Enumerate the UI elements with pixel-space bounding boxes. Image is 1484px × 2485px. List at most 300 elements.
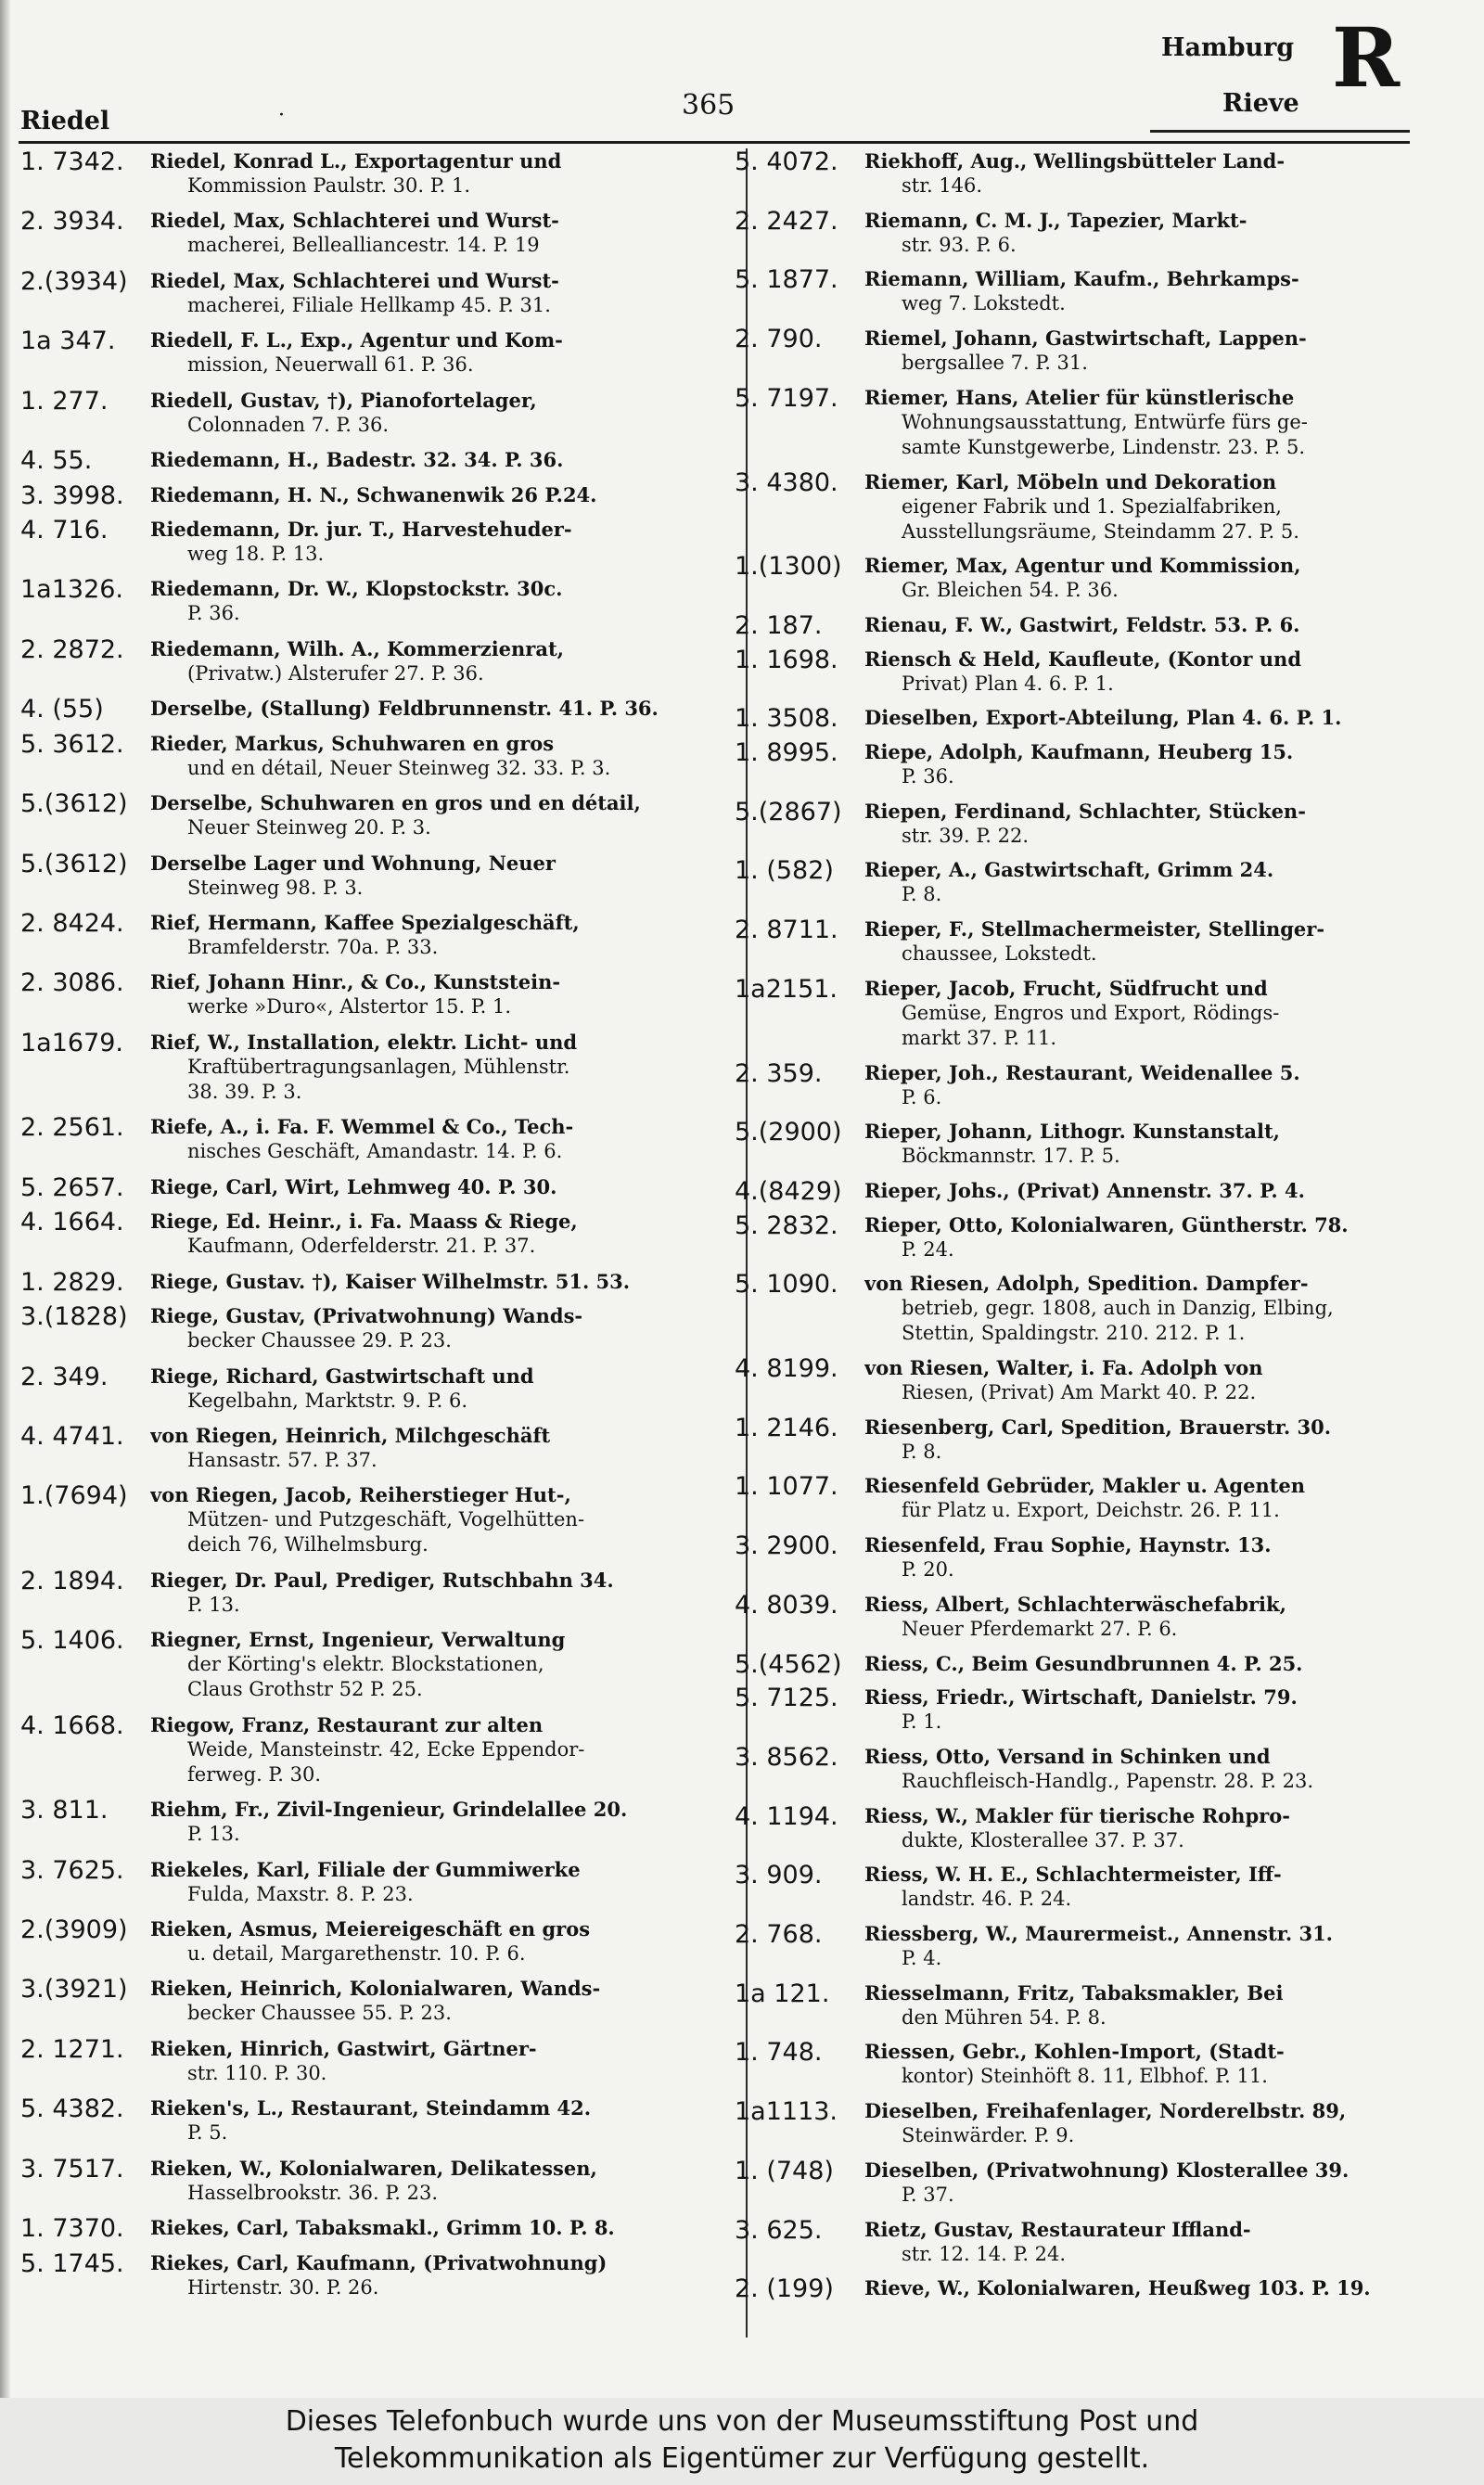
entry-detail-line: 38. 39. P. 3. xyxy=(187,1080,302,1103)
directory-entry xyxy=(735,2098,1449,2148)
phone-number: 1.(7694) xyxy=(20,1481,128,1511)
entry-name-line: Rienau, F. W., Gastwirt, Feldstr. 53. P. 6. xyxy=(864,612,1300,636)
entry-name-line: Rieper, Joh., Restaurant, Weidenallee 5. xyxy=(864,1060,1300,1084)
entry-detail-line: Steinweg 98. P. 3. xyxy=(187,876,364,899)
entry-detail-line: den Mühren 54. P. 8. xyxy=(902,2005,1107,2029)
directory-entry xyxy=(735,1862,1449,1912)
entry-name-line: Riekes, Carl, Tabaksmakl., Grimm 10. P. 8. xyxy=(150,2216,615,2240)
entry-name-line: Rief, W., Installation, elektr. Licht- und xyxy=(150,1030,578,1054)
phone-number: 3. 3998. xyxy=(20,480,124,510)
phone-number: 4. (55) xyxy=(20,695,104,724)
phone-number: 4.(8429) xyxy=(735,1176,842,1206)
phone-number: 3.(1828) xyxy=(20,1302,128,1332)
directory-entry xyxy=(735,1355,1449,1405)
entry-detail-line: Ausstellungsräume, Steindamm 27. P. 5. xyxy=(902,519,1299,543)
entry-name-line: Riegner, Ernst, Ingenieur, Verwaltung xyxy=(150,1628,566,1652)
footer-line-1: Dieses Telefonbuch wurde uns von der Museumsstiftung Post und xyxy=(285,2405,1199,2438)
phone-number: 3. 625. xyxy=(735,2215,823,2245)
directory-entry xyxy=(735,266,1449,316)
entry-detail-line: P. 8. xyxy=(902,1440,942,1463)
entry-name-line: Riedell, F. L., Exp., Agentur und Kom- xyxy=(150,328,563,352)
phone-number: 5. 7125. xyxy=(735,1684,838,1713)
entry-detail-line: P. 1. xyxy=(902,1710,942,1734)
phone-number: 5. 1406. xyxy=(20,1626,124,1656)
phone-number: 2. 3934. xyxy=(20,207,124,237)
directory-entry xyxy=(20,1482,735,1557)
phone-number: 2. 359. xyxy=(735,1058,823,1088)
entry-name-line: Riesselmann, Fritz, Tabaksmakler, Bei xyxy=(864,1980,1284,2005)
entry-detail-line: kontor) Steinhöft 8. 11, Elbhof. P. 11. xyxy=(902,2065,1268,2088)
directory-entry xyxy=(20,1797,735,1847)
phone-number: 5.(2867) xyxy=(735,797,842,826)
phone-number: 4. 8199. xyxy=(735,1354,838,1384)
directory-entry xyxy=(735,1649,1449,1679)
phone-number: 3. 4380. xyxy=(735,468,838,497)
directory-entry xyxy=(20,790,735,840)
directory-entry xyxy=(20,1976,735,2026)
phone-number: 5.(3612) xyxy=(20,849,128,878)
directory-entry xyxy=(735,610,1449,640)
phone-number: 1. (748) xyxy=(735,2156,834,2185)
entry-name-line: Derselbe, (Stallung) Feldbrunnenstr. 41. P. 36. xyxy=(150,697,659,721)
entry-detail-line: becker Chaussee 29. P. 23. xyxy=(187,1329,452,1352)
phone-number: 2. 8424. xyxy=(20,909,124,939)
directory-entry xyxy=(20,208,735,258)
phone-number: 1a1326. xyxy=(20,575,124,605)
phone-number: 1a2151. xyxy=(735,974,838,1004)
phone-number: 1. 2829. xyxy=(20,1267,124,1297)
directory-entry xyxy=(20,517,735,567)
entry-detail-line: Colonnaden 7. P. 36. xyxy=(187,413,390,436)
directory-entry xyxy=(735,1921,1449,1971)
entry-name-line: Riesenfeld Gebrüder, Makler u. Agenten xyxy=(864,1474,1306,1498)
entry-detail-line: Böckmannstr. 17. P. 5. xyxy=(902,1145,1120,1168)
phone-number: 3. 8562. xyxy=(735,1742,838,1772)
entry-detail-line: Kraftübertragungsanlagen, Mühlenstr. xyxy=(187,1055,570,1078)
entry-name-line: Riess, W., Makler für tierische Rohpro- xyxy=(864,1803,1290,1827)
entry-name-line: Riemer, Karl, Möbeln und Dekoration xyxy=(864,469,1277,493)
directory-entry xyxy=(735,553,1449,603)
entry-detail-line: P. 4. xyxy=(902,1947,942,1970)
directory-entry xyxy=(20,2156,735,2206)
directory-entry xyxy=(735,976,1449,1051)
directory-entry xyxy=(735,208,1449,258)
phone-number: 2. 790. xyxy=(735,325,823,354)
entry-name-line: Rietz, Gustav, Restaurateur Iffland- xyxy=(864,2217,1251,2241)
phone-number: 5. 1090. xyxy=(735,1270,838,1300)
entry-name-line: Riekhoff, Aug., Wellingsbütteler Land- xyxy=(864,149,1286,173)
directory-entry xyxy=(20,446,735,476)
phone-number: 4. 1664. xyxy=(20,1208,124,1237)
entry-name-line: Rieper, A., Gastwirtschaft, Grimm 24. xyxy=(864,858,1274,882)
phone-number: 5. 2832. xyxy=(735,1210,838,1240)
directory-entry xyxy=(735,1592,1449,1642)
page-edge-shadow xyxy=(0,0,11,2398)
entry-name-line: Rieken, Heinrich, Kolonialwaren, Wands- xyxy=(150,1977,601,2001)
entry-detail-line: macherei, Bellealliancestr. 14. P. 19 xyxy=(187,234,540,257)
footer-notice xyxy=(0,2398,1484,2485)
entry-detail-line: Neuer Steinweg 20. P. 3. xyxy=(187,816,431,839)
entry-detail-line: becker Chaussee 55. P. 23. xyxy=(187,2002,452,2025)
directory-entry xyxy=(735,1212,1449,1262)
entry-name-line: Rieder, Markus, Schuhwaren en gros xyxy=(150,731,555,755)
directory-entry xyxy=(20,910,735,960)
entry-detail-line: Kaufmann, Oderfelderstr. 21. P. 37. xyxy=(187,1235,536,1258)
entry-detail-line: Bramfelderstr. 70a. P. 33. xyxy=(187,936,439,959)
entry-name-line: von Riesen, Adolph, Spedition. Dampfer- xyxy=(864,1272,1309,1296)
entry-detail-line: P. 36. xyxy=(187,602,240,625)
entry-detail-line: Gr. Bleichen 54. P. 36. xyxy=(902,579,1119,602)
entry-detail-line: bergsallee 7. P. 31. xyxy=(902,352,1088,375)
phone-number: 5. 3612. xyxy=(20,729,124,759)
directory-entry xyxy=(20,731,735,781)
header-rule-short xyxy=(1150,130,1410,133)
entry-detail-line: Hirtenstr. 30. P. 26. xyxy=(187,2275,379,2299)
header-right-name: Rieve xyxy=(1222,89,1299,118)
directory-entry xyxy=(20,480,735,510)
entry-name-line: Derselbe Lager und Wohnung, Neuer xyxy=(150,851,556,875)
phone-number: 1. (582) xyxy=(735,856,834,886)
phone-number: 1. 1698. xyxy=(735,645,838,674)
entry-detail-line: P. 13. xyxy=(187,1823,240,1846)
phone-number: 1a 347. xyxy=(20,327,116,356)
directory-entry xyxy=(735,857,1449,907)
directory-entry xyxy=(20,851,735,901)
entry-name-line: Riedemann, H. N., Schwanenwik 26 P.24. xyxy=(150,482,597,506)
entry-name-line: Rieper, F., Stellmachermeister, Stellinger- xyxy=(864,917,1325,941)
entry-detail-line: Claus Grothstr 52 P. 25. xyxy=(187,1678,423,1701)
entry-name-line: Riedemann, Dr. W., Klopstockstr. 30c. xyxy=(150,577,563,601)
entry-name-line: von Riegen, Jacob, Reiherstieger Hut-, xyxy=(150,1483,571,1507)
page-number: 365 xyxy=(682,89,736,122)
entry-detail-line: markt 37. P. 11. xyxy=(902,1026,1057,1049)
entry-name-line: Riepen, Ferdinand, Schlachter, Stücken- xyxy=(864,799,1306,823)
directory-entry xyxy=(20,1267,735,1297)
entry-detail-line: Hasselbrookstr. 36. P. 23. xyxy=(187,2181,439,2204)
directory-entry xyxy=(20,2250,735,2300)
phone-number: 2. (199) xyxy=(735,2274,834,2304)
phone-number: 4. 55. xyxy=(20,446,93,476)
entry-name-line: Rieper, Jacob, Frucht, Südfrucht und xyxy=(864,976,1268,1000)
phone-number: 1. 277. xyxy=(20,386,109,416)
entry-detail-line: str. 39. P. 22. xyxy=(902,824,1029,847)
header-left-name: Riedel xyxy=(20,107,110,135)
phone-number: 2. 2872. xyxy=(20,634,124,664)
entry-detail-line: Stettin, Spaldingstr. 210. 212. P. 1. xyxy=(902,1322,1246,1345)
directory-entry xyxy=(735,1119,1449,1169)
entry-name-line: Riemann, C. M. J., Tapezier, Markt- xyxy=(864,208,1247,232)
directory-entry xyxy=(735,1744,1449,1794)
entry-name-line: Riedemann, Wilh. A., Kommerzienrat, xyxy=(150,636,564,660)
directory-entry xyxy=(20,969,735,1019)
entry-detail-line: P. 8. xyxy=(902,883,942,906)
phone-number: 4. 716. xyxy=(20,516,109,545)
entry-detail-line: u. detail, Margarethenstr. 10. P. 6. xyxy=(187,1941,526,1965)
entry-name-line: Riess, Friedr., Wirtschaft, Danielstr. 79. xyxy=(864,1685,1298,1710)
entry-name-line: Riefe, A., i. Fa. F. Wemmel & Co., Tech- xyxy=(150,1115,574,1139)
entry-detail-line: P. 24. xyxy=(902,1237,954,1261)
entry-detail-line: samte Kunstgewerbe, Lindenstr. 23. P. 5. xyxy=(902,435,1305,458)
entry-name-line: Riesenfeld, Frau Sophie, Haynstr. 13. xyxy=(864,1533,1272,1557)
phone-number: 3. 2900. xyxy=(735,1531,838,1561)
entry-detail-line: macherei, Filiale Hellkamp 45. P. 31. xyxy=(187,293,551,316)
directory-entry xyxy=(735,1532,1449,1582)
header-rule xyxy=(19,141,1410,144)
entry-detail-line: Neuer Pferdemarkt 27. P. 6. xyxy=(902,1617,1178,1640)
phone-number: 5. 4382. xyxy=(20,2094,124,2124)
phone-number: 3. 811. xyxy=(20,1796,109,1825)
directory-entry xyxy=(735,1684,1449,1735)
entry-name-line: Riekes, Carl, Kaufmann, (Privatwohnung) xyxy=(150,2250,608,2274)
directory-entry xyxy=(20,1030,735,1105)
entry-detail-line: der Körting's elektr. Blockstationen, xyxy=(187,1653,544,1676)
directory-entry xyxy=(20,327,735,378)
entry-name-line: Riege, Ed. Heinr., i. Fa. Maass & Riege, xyxy=(150,1210,578,1234)
phone-number: 4. 1668. xyxy=(20,1710,124,1740)
entry-name-line: Rieger, Dr. Paul, Prediger, Rutschbahn 34. xyxy=(150,1568,614,1592)
entry-detail-line: str. 146. xyxy=(902,174,983,197)
entry-name-line: Riemer, Max, Agentur und Kommission, xyxy=(864,554,1301,578)
entry-name-line: von Riesen, Walter, i. Fa. Adolph von xyxy=(864,1356,1263,1380)
entry-detail-line: P. 20. xyxy=(902,1558,954,1582)
entry-name-line: Rief, Johann Hinr., & Co., Kunststein- xyxy=(150,970,561,994)
entry-detail-line: P. 37. xyxy=(902,2183,954,2206)
phone-number: 5. 1745. xyxy=(20,2248,124,2278)
directory-entry xyxy=(735,799,1449,849)
entry-detail-line: str. 110. P. 30. xyxy=(187,2061,327,2084)
directory-entry xyxy=(20,148,735,199)
phone-number: 4. 8039. xyxy=(735,1590,838,1620)
directory-entry xyxy=(735,1980,1449,2030)
entry-name-line: Riess, W. H. E., Schlachtermeister, Iff- xyxy=(864,1863,1282,1887)
phone-number: 1. 8995. xyxy=(735,738,838,768)
directory-entry xyxy=(20,636,735,686)
directory-entry xyxy=(20,1568,735,1618)
entry-name-line: Riensch & Held, Kaufleute, (Kontor und xyxy=(864,647,1302,671)
phone-number: 5. 2657. xyxy=(20,1172,124,1202)
phone-number: 2. 2427. xyxy=(735,206,838,236)
phone-number: 5.(2900) xyxy=(735,1118,842,1147)
directory-entry xyxy=(20,268,735,318)
entry-name-line: Rieken, Hinrich, Gastwirt, Gärtner- xyxy=(150,2036,537,2060)
directory-entry xyxy=(20,1303,735,1353)
phone-number: 5.(4562) xyxy=(735,1649,842,1679)
entry-detail-line: dukte, Klosterallee 37. P. 37. xyxy=(902,1828,1184,1851)
directory-entry xyxy=(20,1364,735,1414)
entry-name-line: Riege, Richard, Gastwirtschaft und xyxy=(150,1364,534,1388)
entry-detail-line: Wohnungsausstattung, Entwürfe fürs ge- xyxy=(902,410,1308,433)
entry-detail-line: Privat) Plan 4. 6. P. 1. xyxy=(902,672,1114,695)
phone-number: 3. 7625. xyxy=(20,1855,124,1885)
entry-detail-line: ferweg. P. 30. xyxy=(187,1762,322,1786)
phone-number: 2.(3934) xyxy=(20,266,128,296)
phone-number: 2. 8711. xyxy=(735,916,838,945)
entry-detail-line: für Platz u. Export, Deichstr. 26. P. 11. xyxy=(902,1499,1280,1522)
entry-name-line: Rief, Hermann, Kaffee Spezialgeschäft, xyxy=(150,911,580,935)
entry-detail-line: weg 7. Lokstedt. xyxy=(902,292,1066,315)
directory-entry xyxy=(735,1415,1449,1465)
entry-detail-line: str. 12. 14. P. 24. xyxy=(902,2242,1067,2265)
entry-name-line: Dieselben, Freihafenlager, Norderelbstr. 89, xyxy=(864,2099,1347,2123)
directory-entry xyxy=(20,2095,735,2146)
phone-number: 2. 349. xyxy=(20,1362,109,1391)
entry-name-line: Rieper, Johann, Lithogr. Kunstanstalt, xyxy=(864,1120,1280,1144)
phone-number: 1. 7370. xyxy=(20,2214,124,2244)
phone-number: 2. 1894. xyxy=(20,1566,124,1595)
entry-name-line: Rieken, Asmus, Meiereigeschäft en gros xyxy=(150,1916,591,1941)
phone-number: 1. 3508. xyxy=(735,704,838,734)
directory-entry xyxy=(735,469,1449,544)
entry-detail-line: Steinwärder. P. 9. xyxy=(902,2124,1075,2147)
directory-entry xyxy=(735,148,1449,199)
entry-name-line: Riess, Otto, Versand in Schinken und xyxy=(864,1744,1271,1768)
entry-detail-line: (Privatw.) Alsterufer 27. P. 36. xyxy=(187,661,484,685)
entry-detail-line: werke »Duro«, Alstertor 15. P. 1. xyxy=(187,995,512,1018)
directory-entry xyxy=(20,1627,735,1702)
phone-number: 2. 187. xyxy=(735,610,823,640)
entry-detail-line: Riesen, (Privat) Am Markt 40. P. 22. xyxy=(902,1381,1257,1404)
entry-name-line: Riepe, Adolph, Kaufmann, Heuberg 15. xyxy=(864,740,1294,764)
entry-detail-line: eigener Fabrik und 1. Spezialfabriken, xyxy=(902,494,1282,518)
entry-name-line: Riemann, William, Kaufm., Behrkamps- xyxy=(864,267,1299,291)
entry-name-line: Riessberg, W., Maurermeist., Annenstr. 31. xyxy=(864,1922,1333,1946)
phone-number: 5. 7197. xyxy=(735,383,838,413)
entry-name-line: Rieper, Otto, Kolonialwaren, Güntherstr. 78. xyxy=(864,1212,1349,1236)
entry-name-line: Dieselben, (Privatwohnung) Klosterallee 39. xyxy=(864,2158,1350,2182)
directory-entry xyxy=(735,739,1449,789)
entry-detail-line: Gemüse, Engros und Export, Rödings- xyxy=(902,1001,1280,1024)
entry-detail-line: Mützen- und Putzgeschäft, Vogelhütten- xyxy=(187,1508,585,1531)
phone-number: 1a1113. xyxy=(735,2097,838,2127)
entry-name-line: Riehm, Fr., Zivil-Ingenieur, Grindelallee 20. xyxy=(150,1798,628,1822)
phone-number: 2.(3909) xyxy=(20,1915,128,1944)
phone-number: 1. 7342. xyxy=(20,147,124,176)
directory-entry xyxy=(20,1857,735,1907)
entry-name-line: Riedel, Max, Schlachterei und Wurst- xyxy=(150,268,559,292)
footer-line-2: Telekommunikation als Eigentümer zur Verfügung gestellt. xyxy=(334,2442,1150,2475)
phone-number: 2. 3086. xyxy=(20,968,124,998)
entry-detail-line: str. 93. P. 6. xyxy=(902,233,1017,256)
directory-entry xyxy=(735,2158,1449,2208)
directory-entry xyxy=(20,1209,735,1259)
directory-entry xyxy=(735,1473,1449,1523)
directory-entry xyxy=(20,388,735,438)
entry-detail-line: Kommission Paulstr. 30. P. 1. xyxy=(187,174,471,197)
phone-number: 1. 748. xyxy=(735,2038,823,2068)
directory-entry xyxy=(20,2036,735,2086)
entry-name-line: Riegow, Franz, Restaurant zur alten xyxy=(150,1712,544,1736)
entry-name-line: Riedemann, Dr. jur. T., Harvestehuder- xyxy=(150,518,572,542)
phone-number: 1. 2146. xyxy=(735,1413,838,1442)
directory-entry xyxy=(735,1176,1449,1206)
header-city: Hamburg xyxy=(1161,33,1295,62)
directory-entry xyxy=(20,2214,735,2244)
entry-name-line: Riemel, Johann, Gastwirtschaft, Lappen- xyxy=(864,327,1307,351)
entry-name-line: Dieselben, Export-Abteilung, Plan 4. 6. P. 1. xyxy=(864,706,1342,730)
directory-entry xyxy=(20,695,735,724)
phone-number: 2. 768. xyxy=(735,1920,823,1950)
phone-number: 5. 1877. xyxy=(735,265,838,295)
directory-entry xyxy=(20,1172,735,1202)
directory-entry xyxy=(735,2217,1449,2267)
entry-name-line: Riedell, Gustav, †), Pianofortelager, xyxy=(150,388,537,412)
entry-detail-line: weg 18. P. 13. xyxy=(187,543,325,566)
entry-name-line: Riedel, Max, Schlachterei und Wurst- xyxy=(150,209,559,233)
entry-name-line: Rieper, Johs., (Privat) Annenstr. 37. P. 4. xyxy=(864,1178,1305,1202)
phone-number: 4. 4741. xyxy=(20,1421,124,1451)
phone-number: 1a 121. xyxy=(735,1979,830,2008)
entry-detail-line: und en détail, Neuer Steinweg 32. 33. P. 3. xyxy=(187,756,611,779)
directory-entry xyxy=(20,1916,735,1966)
phone-number: 2. 1271. xyxy=(20,2034,124,2064)
entry-detail-line: Rauchfleisch-Handlg., Papenstr. 28. P. 23. xyxy=(902,1769,1314,1792)
phone-number: 3. 909. xyxy=(735,1861,823,1890)
entry-detail-line: P. 36. xyxy=(902,765,954,788)
entry-detail-line: deich 76, Wilhelmsburg. xyxy=(187,1533,429,1556)
entry-detail-line: P. 13. xyxy=(187,1593,240,1616)
entry-detail-line: Weide, Mansteinstr. 42, Ecke Eppendor- xyxy=(187,1737,585,1761)
phone-number: 4. 1194. xyxy=(735,1801,838,1831)
entry-name-line: Riessen, Gebr., Kohlen-Import, (Stadt- xyxy=(864,2040,1285,2064)
entry-detail-line: nisches Geschäft, Amandastr. 14. P. 6. xyxy=(187,1140,563,1163)
entry-name-line: Riess, C., Beim Gesundbrunnen 4. P. 25. xyxy=(864,1651,1303,1675)
directory-entry xyxy=(20,1712,735,1787)
directory-entry xyxy=(20,1423,735,1473)
entry-detail-line: P. 5. xyxy=(187,2121,228,2145)
entry-name-line: Derselbe, Schuhwaren en gros und en détail, xyxy=(150,791,641,815)
phone-number: 1. 1077. xyxy=(735,1472,838,1502)
entry-name-line: Riedel, Konrad L., Exportagentur und xyxy=(150,149,562,173)
directory-entry xyxy=(735,385,1449,460)
entry-name-line: Riemer, Hans, Atelier für künstlerische xyxy=(864,385,1295,409)
directory-entry xyxy=(20,576,735,626)
entry-detail-line: mission, Neuerwall 61. P. 36. xyxy=(187,353,474,377)
entry-detail-line: Fulda, Maxstr. 8. P. 23. xyxy=(187,1882,414,1905)
header-dot: · xyxy=(278,104,285,127)
entry-name-line: Rieken, W., Kolonialwaren, Delikatessen, xyxy=(150,2156,597,2180)
entry-detail-line: betrieb, gegr. 1808, auch in Danzig, Elbing, xyxy=(902,1297,1334,1320)
entry-name-line: Riege, Gustav, (Privatwohnung) Wands- xyxy=(150,1304,583,1328)
entry-name-line: Riesenberg, Carl, Spedition, Brauerstr. 30. xyxy=(864,1415,1332,1439)
directory-entry xyxy=(735,326,1449,376)
entry-detail-line: landstr. 46. P. 24. xyxy=(902,1888,1072,1911)
entry-name-line: von Riegen, Heinrich, Milchgeschäft xyxy=(150,1423,551,1447)
phone-number: 2. 2561. xyxy=(20,1113,124,1143)
directory-entry xyxy=(735,1803,1449,1853)
phone-number: 5.(3612) xyxy=(20,789,128,819)
entry-detail-line: chaussee, Lokstedt. xyxy=(902,942,1097,966)
directory-entry xyxy=(735,2274,1449,2304)
phone-number: 5. 4072. xyxy=(735,147,838,176)
directory-entry xyxy=(735,1060,1449,1110)
entry-name-line: Rieve, W., Kolonialwaren, Heußweg 103. P. 19. xyxy=(864,2276,1371,2300)
directory-entry xyxy=(20,1114,735,1164)
directory-entry xyxy=(735,647,1449,697)
entry-name-line: Riege, Gustav. †), Kaiser Wilhelmstr. 51. 53. xyxy=(150,1269,631,1293)
entry-name-line: Riekeles, Karl, Filiale der Gummiwerke xyxy=(150,1857,581,1881)
entry-name-line: Riege, Carl, Wirt, Lehmweg 40. P. 30. xyxy=(150,1174,557,1198)
entry-name-line: Rieken's, L., Restaurant, Steindamm 42. xyxy=(150,2096,592,2120)
entry-detail-line: Hansastr. 57. P. 37. xyxy=(187,1448,377,1471)
directory-entry xyxy=(735,1271,1449,1346)
directory-entry xyxy=(735,704,1449,734)
directory-entry xyxy=(735,2039,1449,2089)
entry-detail-line: Kegelbahn, Marktstr. 9. P. 6. xyxy=(187,1389,467,1412)
phone-number: 3.(3921) xyxy=(20,1975,128,2005)
entry-name-line: Riess, Albert, Schlachterwäschefabrik, xyxy=(864,1592,1286,1616)
header-letter: R xyxy=(1332,9,1401,106)
phone-number: 1.(1300) xyxy=(735,552,842,582)
